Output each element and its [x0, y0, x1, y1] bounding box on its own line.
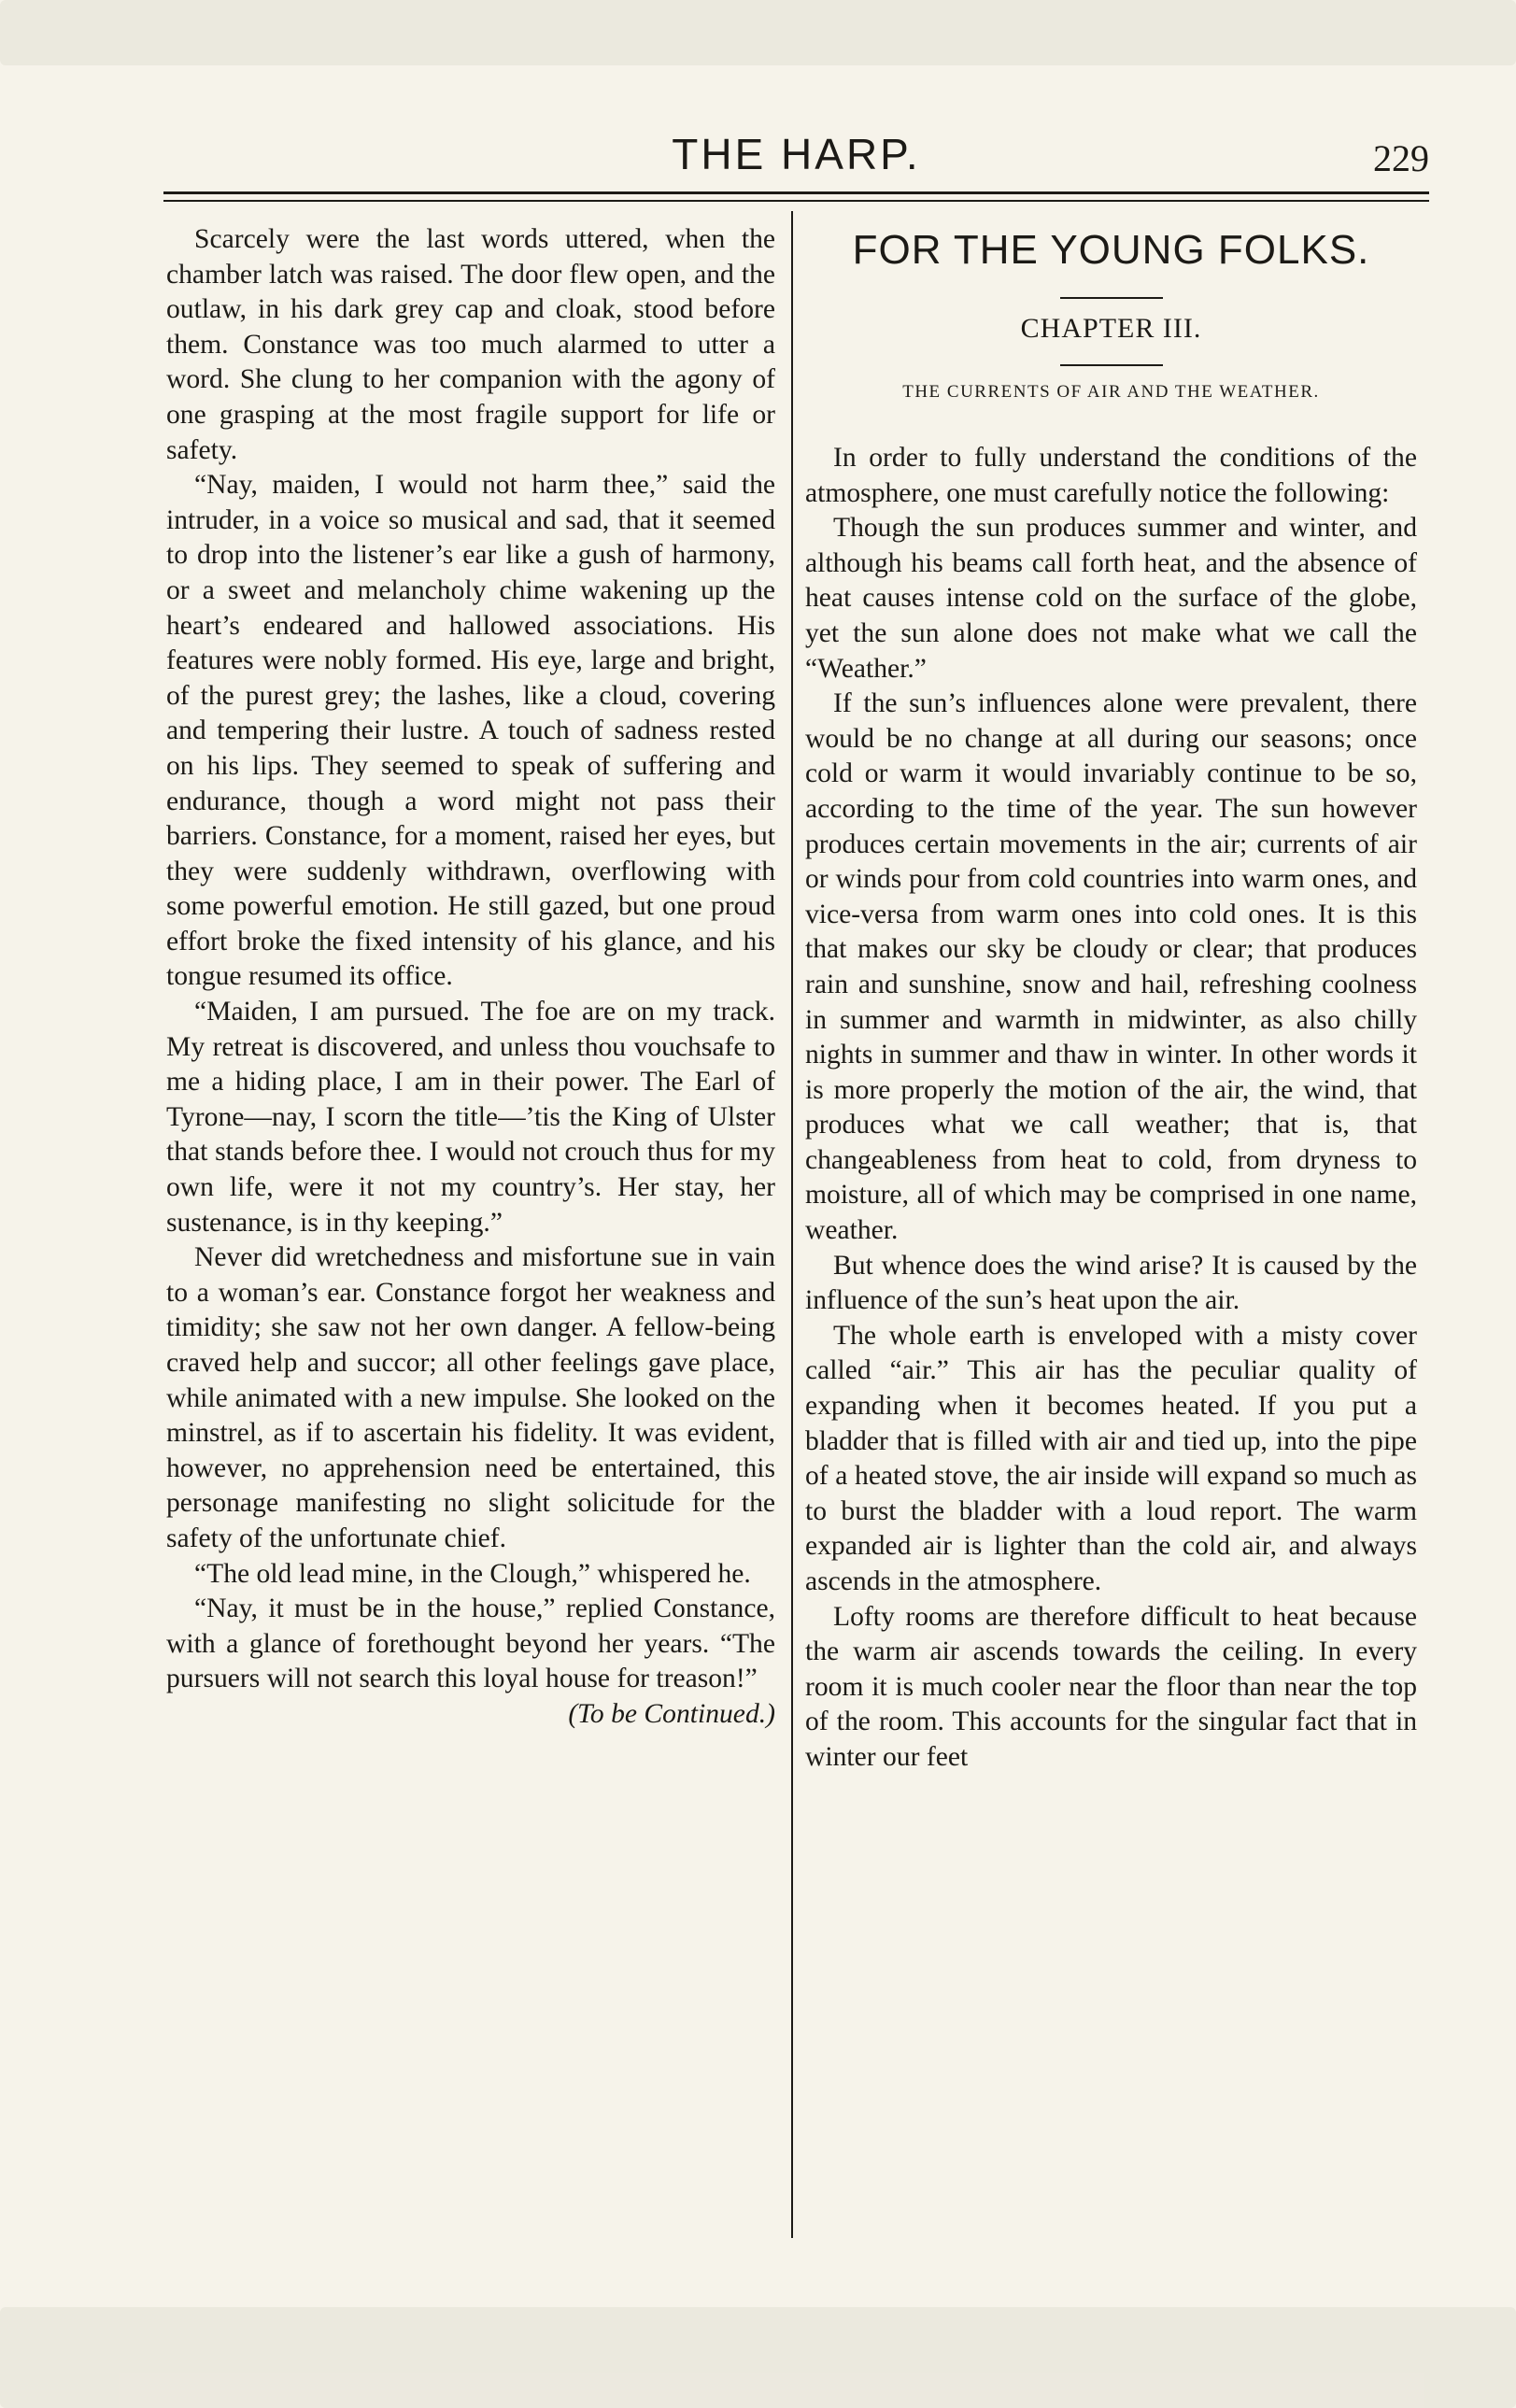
paragraph: Scarcely were the last words uttered, when the chamber latch was raised. The door flew open, and the outlaw, in his dark grey cap and cloak, stood before them. Constance was too much alarmed to utter a word. She clung to her companion with the agony of one grasping at the most fragile support for life or safety.: [166, 224, 775, 465]
paper-edge-bottom: [0, 2307, 1516, 2408]
paragraph: “Maiden, I am pursued. The foe are on my track. My retreat is discovered, and unless thou vouchsafe to me a hiding place, I am in their power. The Earl of Tyrone—nay, I scorn the title—’tis the King of Ulster that stands before thee. I would not crouch thus for my own life, were it not my country’s. Her stay, her sustenance, is in thy keeping.”: [166, 997, 775, 1238]
paragraph: “The old lead mine, in the Clough,” whispered he.: [194, 1558, 751, 1589]
paragraph: In order to fully understand the conditions of the atmosphere, one must carefully notice the following:: [805, 443, 1417, 508]
page-number: 229: [1373, 137, 1429, 179]
paragraph: If the sun’s influences alone were prevalent, there would be no change at all during our seasons; once cold or warm it would invariably continue to be so, according to the time of the year. The sun however produces certain movements in the air; currents of air or winds pour from cold countries into warm ones, and vice-versa from warm ones into cold ones. It is this that makes our sky be cloudy or clear; that produces rain and sunshine, snow and hail, refreshing coolness in summer and warmth in midwinter, as also chilly nights in summer and thaw in winter. In other words it is more properly the motion of the air, the wind, that produces what we call weather; that is, that changeableness from heat to cold, from dryness to moisture, all of which may be comprised in one name, weather.: [805, 688, 1417, 1246]
paragraph: Lofty rooms are therefore difficult to heat because the warm air ascends towards the ceiling. In every room it is much cooler near the floor than near the top of the room. This accounts for the singular fact that in winter our feet: [805, 1601, 1417, 1772]
paragraph: “Nay, maiden, I would not harm thee,” said the intruder, in a voice so musical and sad, that it seemed to drop into the listener’s ear like a gush of harmony, or a sweet and melancholy chime wakening up the heart’s endeared and hallowed associations. His features were nobly formed. His eye, large and bright, of the purest grey; the lashes, like a cloud, covering and tempering their lustre. A touch of sadness rested on his lips. They seemed to speak of suffering and endurance, though a word might not pass their barriers. Constance, for a moment, raised her eyes, but they were suddenly withdrawn, overflowing with some powerful emotion. He still gazed, but one proud effort broke the fixed intensity of his glance, and his tongue resumed its office.: [166, 470, 775, 992]
chapter-heading: CHAPTER III.: [1020, 313, 1202, 344]
header-rule-thick: [163, 191, 1429, 194]
right-column: [805, 222, 1417, 1776]
paragraph: But whence does the wind arise? It is caused by the influence of the sun’s heat upon the air.: [805, 1250, 1417, 1316]
left-column: [166, 222, 775, 1733]
paragraph: “Nay, it must be in the house,” replied Constance, with a glance of forethought beyond her years. “The pursuers will not search this loyal house for treason!”: [166, 1594, 775, 1694]
header-rule-thin: [163, 200, 1429, 202]
column-divider: [791, 211, 793, 2238]
paragraph: Never did wretchedness and misfortune sue in vain to a woman’s ear. Constance forgot her weakness and timidity; she saw not her own danger. A fellow-being craved help and succor; all other feelings gave place, while animated with a new impulse. She looked on the minstrel, as if to ascertain his fidelity. It was evident, however, no apprehension need be entertained, this personage manifesting no slight solicitude for the safety of the unfortunate chief.: [166, 1242, 775, 1553]
paper-edge-top: [0, 0, 1516, 65]
section-title: FOR THE YOUNG FOLKS.: [852, 227, 1370, 273]
continued-note: (To be Continued.): [568, 1698, 775, 1729]
chapter-subheading: THE CURRENTS OF AIR AND THE WEATHER.: [902, 382, 1320, 402]
running-title: THE HARP.: [672, 130, 921, 178]
paragraph: Though the sun produces summer and winter, and although his beams call forth heat, and the absence of heat causes intense cold on the surface of the globe, yet the sun alone does not make what we call the “Weather.”: [805, 513, 1417, 684]
page-header: [163, 121, 1429, 196]
paragraph: The whole earth is enveloped with a misty cover called “air.” This air has the peculiar quality of expanding when it becomes heated. If you put a bladder that is filled with air and tied up, into the pipe of a heated stove, the air inside will expand so much as to burst the bladder with a loud report. The warm expanded air is lighter than the cold air, and always ascends in the atmosphere.: [805, 1320, 1417, 1596]
